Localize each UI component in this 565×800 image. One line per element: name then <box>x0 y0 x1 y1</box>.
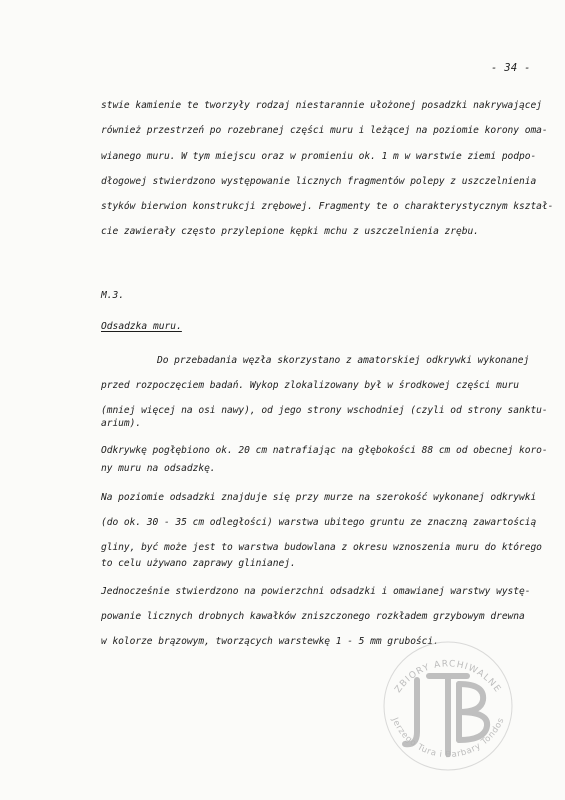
text-line: w kolorze brązowym, tworzących warstewkę 1 - 5 mm grubości. <box>101 636 439 647</box>
text-line: Jednocześnie stwierdzono na powierzchni odsadzki i omawianej warstwy wystę- <box>101 586 531 597</box>
text-line: Na poziomie odsadzki znajduje się przy murze na szerokość wykonanej odkrywki <box>101 492 537 503</box>
svg-text:Jerzego Tura i Barbary Tondos: Jerzego Tura i Barbary Tondos <box>389 716 507 761</box>
text-line: dłogowej stwierdzono występowanie licznych fragmentów polepy z uszczelnienia <box>101 176 537 187</box>
text-line: arium). <box>101 418 142 429</box>
section-number: M.3. <box>101 290 125 301</box>
text-line: to celu używano zaprawy glinianej. <box>101 558 296 569</box>
page-number: - 34 - <box>491 62 531 74</box>
archive-stamp-logo <box>373 628 523 778</box>
text-line: gliny, być może jest to warstwa budowlana z okresu wznoszenia muru do którego <box>101 542 542 553</box>
text-line: wianego muru. W tym miejscu oraz w promieniu ok. 1 m w warstwie ziemi podpo- <box>101 151 537 162</box>
text-line: powanie licznych drobnych kawałków zniszczonego rozkładem grzybowym drewna <box>101 611 525 622</box>
text-line: styków bierwion konstrukcji zrębowej. Fragmenty te o charakterystycznym kształ- <box>101 201 554 212</box>
text-line: ny muru na odsadzkę. <box>101 463 216 474</box>
text-line: również przestrzeń po rozebranej części muru i leżącej na poziomie korony oma- <box>101 125 548 136</box>
svg-text:ZBIORY ARCHIWALNE: ZBIORY ARCHIWALNE <box>393 659 503 695</box>
text-line: cie zawierały często przylepione kępki mchu z uszczelnienia zrębu. <box>101 226 479 237</box>
text-line: (do ok. 30 - 35 cm odległości) warstwa ubitego gruntu ze znaczną zawartością <box>101 517 537 528</box>
text-line: przed rozpoczęciem badań. Wykop zlokalizowany był w środkowej części muru <box>101 380 519 391</box>
text-line: stwie kamienie te tworzyły rodzaj niestarannie ułożonej posadzki nakrywającej <box>101 100 542 111</box>
text-line: (mniej więcej na osi nawy), od jego strony wschodniej (czyli od strony sanktu- <box>101 405 548 416</box>
text-line: Do przebadania węzła skorzystano z amatorskiej odkrywki wykonanej <box>157 355 530 366</box>
text-line: Odkrywkę pogłębiono ok. 20 cm natrafiając na głębokości 88 cm od obecnej koro- <box>101 445 548 456</box>
section-title: Odsadzka muru. <box>101 321 182 332</box>
